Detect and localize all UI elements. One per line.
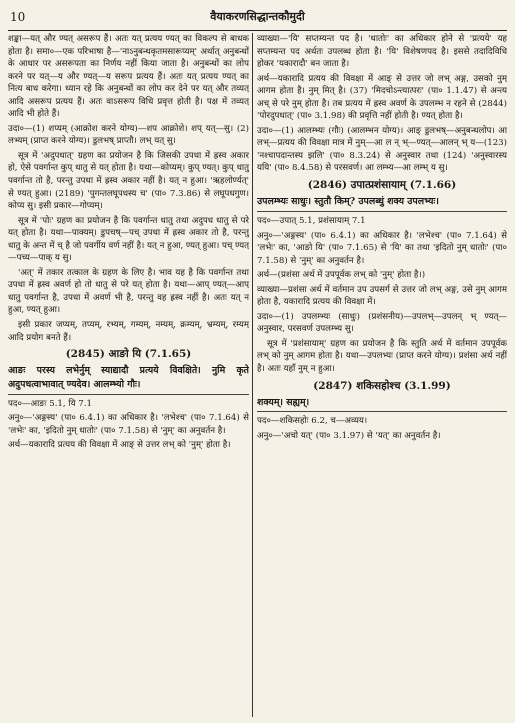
left-paragraph: सूत्र में 'अदुपधात्' ग्रहण का प्रयोजन है कि जिसकी उपधा में ह्रस्व अकार हो, ऐसे पवर्गान्त कुप् धातु से यत् होता है। यथा—कोप्यम्। कुप् ण्यत्। कुप् धातु पवर्गान्त तो है, परन्तु उपधा में ह्रस्व अकार नहीं है। यत् न हुआ। 'ऋहलोर्ण्यत्' से ण्यत् हुआ। (2189) 'पुगन्तलघूपधस्य च' (पा० 7.3.86) से लघूपधगुण। कोप्य सु। इसी प्रकार—गोप्यम्। — [8, 150, 249, 212]
left-paragraph: इसी प्रकार जप्यम्, तप्यम्, रभ्यम्, गम्यम्, नम्यम्, क्रम्यम्, भ्रम्यम्, रम्यम् आदि प्रयोग बनते हैं। — [8, 320, 249, 343]
commentary-paragraph: अर्थ—(प्रशंसा अर्थ में उपपूर्वक लभ् को 'नुम्' होता है।) — [257, 270, 426, 281]
commentary-paragraph: अर्थ—यकारादि प्रत्यय की विवक्षा में आङ् से उत्तर लभ् को 'नुम्' होता है। — [8, 440, 231, 451]
commentary-paragraph: पद०—उपात् 5.1, प्रशंसायाम् 7.1 — [257, 215, 366, 226]
right-column — [257, 33, 507, 717]
right-paragraph: अर्थ—यकारादि प्रत्यय की विवक्षा में आङ् से उत्तर जो लभ् अङ्ग, उसको नुम् आगम होता है। नुम् मित् है। (37) 'मिदचोऽन्त्यात्परः' (पा० 1.1.47) से अन्त्य अच् से परे नुम् होता है। तब प्रत्यय में ह्रस्व अवर्ण के उपलम्भ न रहने से (2844) 'पोरदुपधात्' (पा० 3.1.98) की प्रवृत्ति नहीं होती है। ण्यत् होता है। — [257, 73, 507, 122]
left-paragraph: शङ्का—यत् और ण्यत् असरूप हैं। अतः यत् प्रत्यय ण्यत् का विकल्प से बाधक होता है। समा०—एक परिभाषा है—'नाऽनुबन्धकृतमसारूप्यम्' अर्थात् अनुबन्धों के आधार पर असरूपता का निर्णय नहीं किया जाता है। अनुबन्धों का लोप करने पर यत्—य और ण्यत्—य सरूप प्रत्यय हैं। अतः यत् प्रत्यय ण्यत् का नित्य बाध करेगा। ध्यान रहे कि अनुबन्धों का लोप कर देने पर यत् और तव्यत् आदि असरूप प्रत्यय हैं। अतः वाऽसरूप विधि प्रवृत्त होती है। पक्ष में तव्यत् आदि भी होते हैं। — [8, 34, 249, 120]
sutra-heading: (2846) उपात्प्रशंसायाम् (7.1.66) — [307, 179, 457, 192]
left-column — [8, 33, 249, 717]
commentary-paragraph: पद०—आङः 5.1, यि 7.1 — [8, 398, 92, 409]
left-paragraph: उदा०—(1) शप्यम् (आक्रोश करने योग्य)—शप आक्रोशे। शप् यत्—सु। (2) लभ्यम् (प्राप्त करने योग्य)। डुलभष् प्राप्तौ। लभ् यत् सु। — [8, 123, 249, 147]
sutra-heading: (2847) शकिसहोश्च (3.1.99) — [313, 379, 451, 392]
page-header — [8, 6, 507, 31]
sutra-text: आङः परस्य लभेर्नुम् स्याद्यादौ प्रत्यये विवक्षिते। नुमि कृते अदुपधत्वाभावात् ण्यदेव। आलम्भ्यो गौः। — [8, 365, 249, 391]
commentary-paragraph: व्याख्या—प्रशंसा अर्थ में वर्तमान उप उपसर्ग से उत्तर जो लभ् अङ्ग, उसे नुम् आगम होता है, यकारादि प्रत्यय की विवक्षा में। — [257, 284, 507, 308]
divider-line — [257, 411, 507, 412]
commentary-paragraph: उदा०—(1) उपलम्भ्यः (साधुः) (प्रशंसनीय)—उपलभ्—उपलन् भ् ण्यत्—अनुस्वार, परसवर्ण उपलम्भ्य सु। — [257, 311, 507, 335]
divider-line — [8, 394, 249, 395]
divider-line — [257, 211, 507, 212]
commentary-paragraph: अनु०—'अङ्गस्य' (पा० 6.4.1) का अधिकार है। 'लभेश्च' (पा० 7.1.64) से 'लभेः' का, 'आङो यि' (पा० 7.1.65) से 'यि' का तथा 'इदितो नुम् धातोः' (पा० 7.1.58) से 'नुम्' का अनुवर्तन है। — [257, 230, 507, 266]
left-paragraph: 'अत्' में तकार तत्काल के ग्रहण के लिए है। भाव यह है कि पवर्गान्त तथा उपधा में ह्रस्व अवर्ण हो तो धातु से परे यत् होता है। यथा—आप् ण्यत्—आप् धातु पवर्गान्त है, उपधा में अवर्ण भी है, परन्तु वह ह्रस्व नहीं है। अतः यत् न हुआ, ण्यत् हुआ। — [8, 267, 249, 316]
sutra-heading: (2845) आङो यि (7.1.65) — [65, 348, 192, 361]
commentary-paragraph: अनु०—'अचो यत्' (पा० 3.1.97) से 'यत्' का अनुवर्तन है। — [257, 431, 441, 442]
commentary-paragraph: सूत्र में 'प्रशंसायाम्' ग्रहण का प्रयोजन है कि स्तुति अर्थ में वर्तमान उपपूर्वक लभ् को नुम् आगम होता है। यथा—उपलभ्यः (प्राप्त करने योग्य)। प्रशंसा अर्थ नहीं है। अतः यहाँ नुम् न हुआ। — [257, 338, 507, 374]
sutra-text: उपलम्भ्यः साधुः। स्तुतौ किम्? उपलब्धुं शक्य उपलभ्यः। — [257, 196, 439, 208]
sutra-text: शक्यम्। सह्यम्। — [257, 396, 310, 408]
right-paragraph: उदा०—(1) आलम्भ्यः (गौः) (आलम्भन योग्य)। आङ् डुलभष्—अनुबन्धलोप। आ लभ्—प्रत्यय की विवक्षा मात्र में नुम्—आ ल न् भ्—ण्यत्—आलन् भ् य—(123) 'नश्चापदान्तस्य झलि' (पा० 8.3.24) से अनुस्वार तथा (124) 'अनुस्वारस्य ययि' (पा० 8.4.58) से परसवर्ण। आ लम्भ्य—आ लम्भ् य सु। — [257, 125, 507, 174]
commentary-paragraph: पद०—शकिसहोः 6.2, च—अव्यय। — [257, 416, 368, 427]
right-paragraph: व्याख्या—'यि' सप्तम्यन्त पद है। 'धातोः' का अधिकार होने से 'प्रत्यये' यह सप्तम्यन्त पद अर्थतः उपलब्ध होता है। 'यि' विशेषणपद है। इससे तदादिविधि होकर 'यकारादौ' बन जाता है। — [257, 34, 507, 70]
left-paragraph: सूत्र में 'पोः' ग्रहण का प्रयोजन है कि पवर्गान्त धातु तथा अदुपध धातु से परे यत् होता है। यथा—पाक्यम्। डुपचष्—पच् उपधा में ह्रस्व अकार तो है, परन्तु धातु के अन्त में च् है जो पवर्गीय वर्ण नहीं है। यत् न हुआ, ण्यत् हुआ। पच् ण्यत्—पच्य—पाक् य सु। — [8, 215, 249, 264]
page-number: 10 — [10, 10, 26, 24]
commentary-paragraph: अनु०—'अङ्गस्य' (पा० 6.4.1) का अधिकार है। 'लभेश्च' (पा० 7.1.64) से 'लभेः' का, 'इदितो नुम् धातोः' (पा० 7.1.58) से 'नुम्' का अनुवर्तन है। — [8, 413, 249, 436]
column-divider — [252, 33, 253, 717]
running-title: वैयाकरणसिद्धान्तकौमुदी — [210, 10, 305, 23]
